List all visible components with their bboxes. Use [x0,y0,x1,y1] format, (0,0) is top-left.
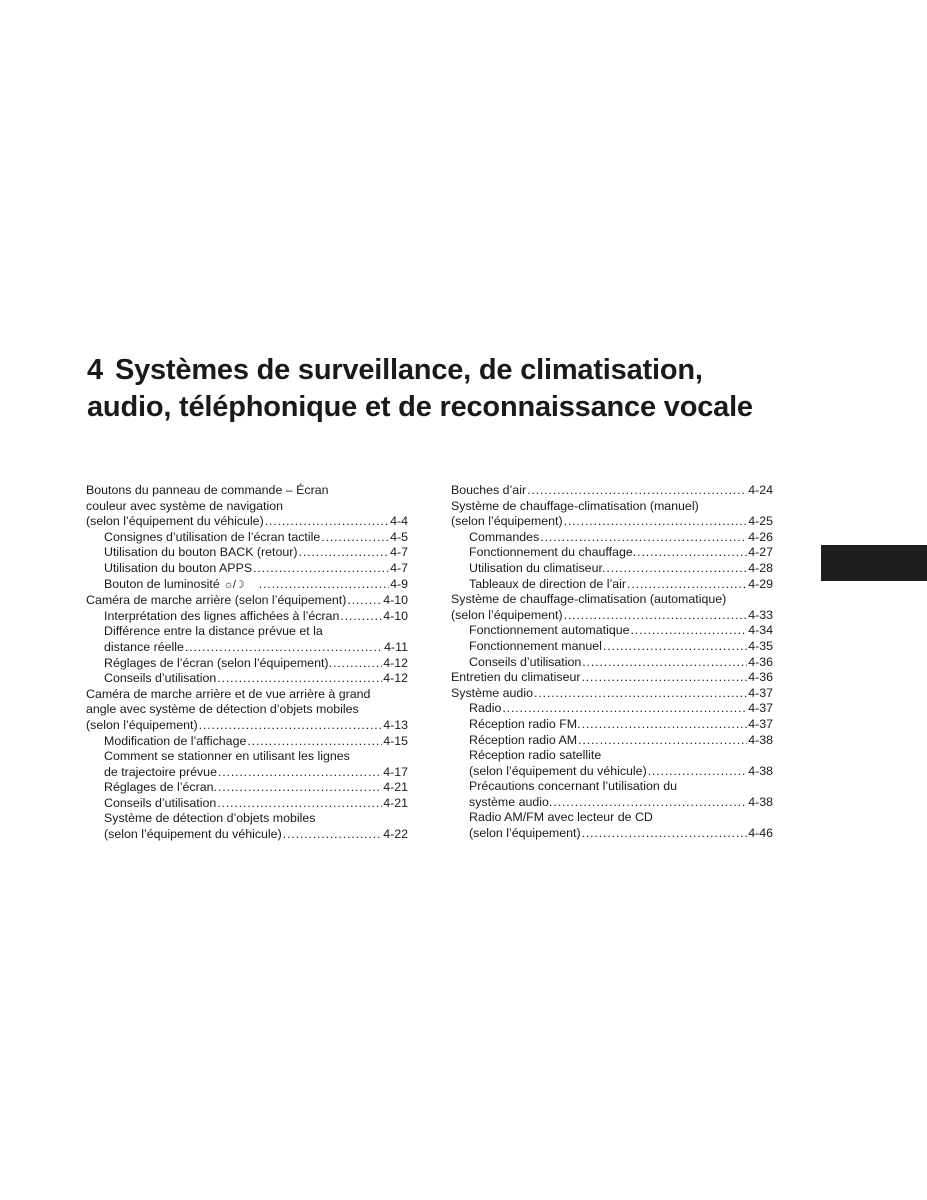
toc-entry-text: Précautions concernant l’utilisation du [469,779,678,794]
toc-page-number: 4-15 [383,733,408,748]
toc-entry[interactable] [86,811,408,842]
toc-entry-text: de trajectoire prévue [104,764,217,779]
toc-entry-text: couleur avec système de navigation [86,498,283,513]
dot-leader [540,530,747,546]
toc-page-number: 4-27 [748,545,773,560]
toc-entry-text: (selon l’équipement) [451,514,563,529]
toc-entry[interactable] [86,780,408,796]
toc-entry-text: Radio AM/FM avec lecteur de CD [469,810,653,825]
dot-leader [283,827,382,843]
toc-entry-text: Modification de l’affichage [104,733,247,748]
toc-entry[interactable] [86,624,408,655]
toc-entry-text: (selon l’équipement du véhicule) [469,763,647,778]
toc-entry-text: (selon l’équipement du véhicule) [104,827,282,842]
chapter-title-line-1: Systèmes de surveillance, de climatisation, [114,354,703,386]
toc-page-number: 4-25 [748,514,773,529]
toc-entry[interactable] [451,577,773,593]
toc-page-number: 4-46 [748,826,773,841]
dot-leader [648,764,747,780]
toc-page-number: 4-11 [384,639,408,654]
dot-leader [582,717,748,733]
toc-entry[interactable] [86,561,408,577]
toc-entry-text: Caméra de marche arrière et de vue arrière à grand [86,686,371,701]
toc-page-number: 4-38 [748,763,773,778]
toc-page-number: 4-36 [748,654,773,669]
toc-entry[interactable] [86,483,408,530]
dot-leader [603,639,747,655]
dot-leader [582,655,747,671]
toc-page-number: 4-33 [748,607,773,622]
toc-page-number: 4-9 [390,576,408,591]
dot-leader [534,686,747,702]
toc-entry-text: Conseils d’utilisation [104,671,217,686]
toc-entry-text: Différence entre la distance prévue et la [104,624,323,639]
dot-leader [606,561,747,577]
toc-entry-text: (selon l’équipement) [451,607,563,622]
toc-page-number: 4-22 [383,827,408,842]
toc-page-number: 4-38 [748,794,773,809]
toc-page-number: 4-5 [390,529,408,544]
toc-entry-text: Utilisation du climatiseur. [469,560,606,575]
toc-entry-text: Réception radio FM. [469,716,581,731]
dot-leader [627,577,747,593]
chapter-title-line-2: audio, téléphonique et de reconnaissance vocale [87,391,753,423]
dot-leader [321,530,389,546]
dot-leader [637,545,747,561]
toc-entry[interactable] [86,671,408,687]
toc-entry[interactable] [451,717,773,733]
toc-entry[interactable] [86,577,408,594]
dot-leader [564,514,748,530]
dot-leader [218,765,382,781]
toc-entry[interactable] [451,530,773,546]
dot-leader [185,640,383,656]
dot-leader [217,671,382,687]
toc-page-number: 4-37 [748,701,773,716]
toc-page-number: 4-37 [748,716,773,731]
chapter-number: 4 [87,354,103,386]
toc-entry-text: (selon l’équipement du véhicule) [86,514,264,529]
toc-entry-text: Système de chauffage-climatisation (manuel) [451,498,699,513]
toc-entry-text: (selon l’équipement) [469,826,581,841]
toc-entry[interactable] [451,561,773,577]
toc-entry[interactable] [451,623,773,639]
dot-leader [333,656,382,672]
toc-entry-text: Tableaux de direction de l’air [469,576,627,591]
toc-entry-text: Système audio [451,685,533,700]
toc-entry[interactable] [451,483,773,499]
dot-leader [553,795,747,811]
toc-page-number: 4-21 [383,780,408,795]
toc-entry-text: Entretien du climatiseur [451,670,581,685]
toc-entry-text: Réception radio satellite [469,748,602,763]
toc-page-number: 4-21 [383,795,408,810]
dot-leader [299,545,390,561]
dot-leader [218,780,382,796]
toc-entry-text: angle avec système de détection d’objets mobiles [86,702,359,717]
toc-page-number: 4-10 [383,593,408,608]
toc-entry-text: Fonctionnement manuel [469,638,602,653]
toc-entry[interactable] [86,609,408,625]
toc-entry-text: Conseils d’utilisation [104,795,217,810]
chapter-thumb-tab [821,545,927,581]
toc-entry[interactable] [451,810,773,841]
toc-page-number: 4-26 [748,529,773,544]
toc-entry[interactable] [451,639,773,655]
toc-entry[interactable] [86,734,408,750]
dot-leader [259,577,389,593]
toc-entry-text: Consignes d’utilisation de l’écran tactile [104,529,321,544]
toc-page-number: 4-17 [383,764,408,779]
toc-entry-text: Utilisation du bouton BACK (retour) [104,545,298,560]
toc-page-number: 4-38 [748,732,773,747]
toc-entry-text: (selon l’équipement) [86,717,198,732]
toc-page-number: 4-7 [390,545,408,560]
toc-entry-text: Système de détection d’objets mobiles [104,811,316,826]
toc-entry-text: Système de chauffage-climatisation (automatique) [451,592,727,607]
toc-entry-text: Radio [469,701,502,716]
dot-leader [247,734,382,750]
dot-leader [217,796,382,812]
toc-page-number: 4-10 [383,608,408,623]
toc-entry-text: Réception radio AM [469,732,578,747]
brightness-icon: ☼/☽ [223,578,244,591]
toc-entry-text: Caméra de marche arrière (selon l’équipement) [86,593,347,608]
toc-entry[interactable] [86,593,408,609]
toc-entry[interactable] [451,545,773,561]
dot-leader [581,670,747,686]
toc-entry[interactable] [86,687,408,734]
dot-leader [527,483,747,499]
toc-page-number: 4-37 [748,685,773,700]
toc-entry-text: Boutons du panneau de commande – Écran [86,483,329,497]
toc-page-number: 4-29 [748,576,773,591]
toc-page-number: 4-7 [390,560,408,575]
toc-entry[interactable] [86,545,408,561]
chapter-title [87,352,867,426]
toc-right-column [451,483,773,842]
dot-leader [265,514,389,530]
toc-entry-text: Bouton de luminosité [104,576,220,591]
toc-entry[interactable] [451,701,773,717]
toc-entry[interactable] [451,748,773,779]
dot-leader [578,733,747,749]
toc-entry[interactable] [451,592,773,623]
toc-page-number: 4-12 [383,655,408,670]
toc-entry[interactable] [451,733,773,749]
toc-page-number: 4-34 [748,623,773,638]
dot-leader [253,561,389,577]
toc-page-number: 4-28 [748,560,773,575]
toc-entry-text: Utilisation du bouton APPS [104,560,253,575]
toc-entry-text: Commandes [469,529,540,544]
toc-entry-text: Comment se stationner en utilisant les lignes [104,749,350,764]
toc-page-number: 4-35 [748,638,773,653]
toc-page-number: 4-4 [390,514,408,529]
toc-page-number: 4-36 [748,670,773,685]
toc-page-number: 4-13 [383,717,408,732]
toc-entry-text: Conseils d’utilisation [469,654,582,669]
dot-leader [631,623,748,639]
toc-entry-text: système audio. [469,794,553,809]
toc-left-column [86,483,408,843]
dot-leader [199,718,383,734]
toc-entry-text: distance réelle [104,639,184,654]
toc-entry-text: Bouches d’air [451,483,527,497]
toc-entry-text: Interprétation des lignes affichées à l’écran [104,608,340,623]
dot-leader [340,609,382,625]
toc-page-number: 4-12 [383,671,408,686]
dot-leader [582,826,748,842]
toc-entry-text: Réglages de l’écran (selon l’équipement). [104,655,332,670]
toc-entry[interactable] [451,670,773,686]
toc-entry-text: Fonctionnement automatique [469,623,630,638]
toc-entry[interactable] [451,499,773,530]
toc-entry[interactable] [86,749,408,780]
toc-entry-text: Réglages de l’écran. [104,780,217,795]
dot-leader [347,593,382,609]
toc-entry[interactable] [86,656,408,672]
toc-entry[interactable] [451,686,773,702]
toc-entry[interactable] [451,779,773,810]
toc-entry[interactable] [451,655,773,671]
toc-entry[interactable] [86,530,408,546]
toc-page-number: 4-24 [748,483,773,497]
toc-entry-text: Fonctionnement du chauffage. [469,545,637,560]
dot-leader [502,701,747,717]
dot-leader [564,608,748,624]
toc-entry[interactable] [86,796,408,812]
